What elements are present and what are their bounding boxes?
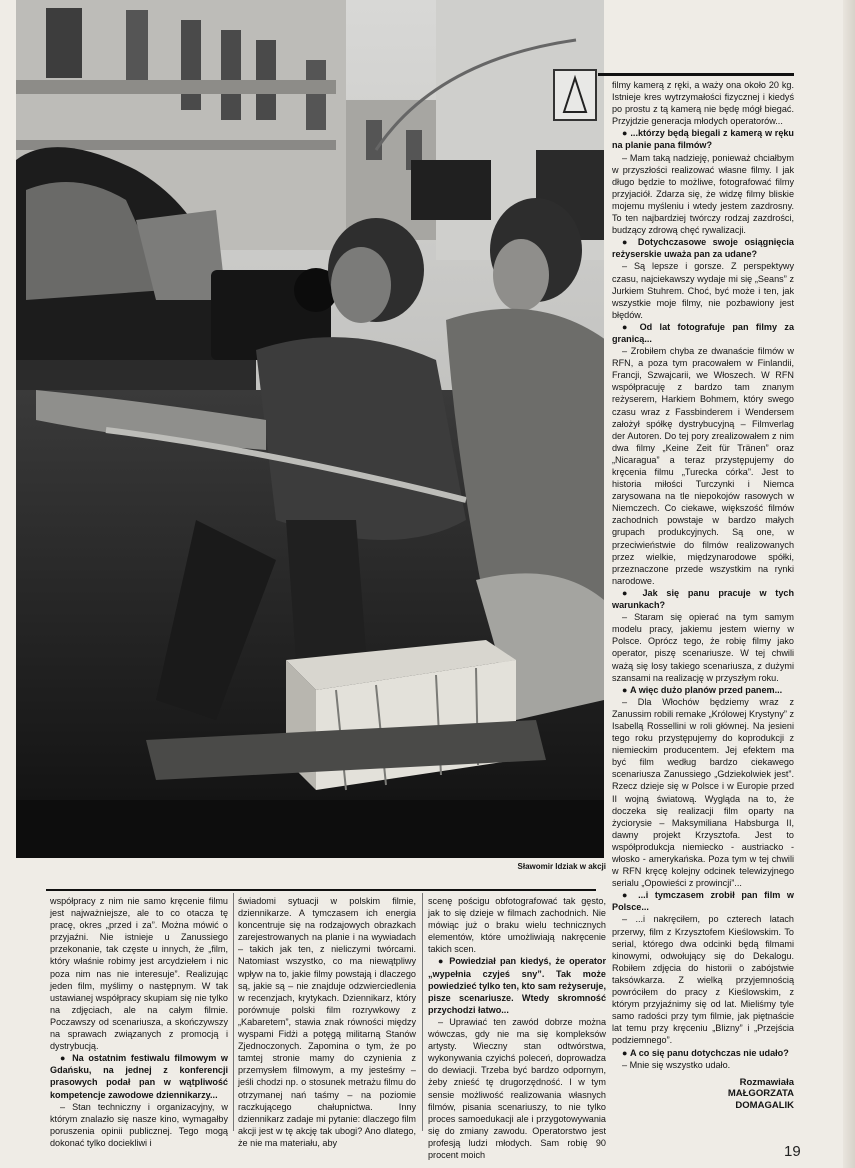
page-edge	[843, 0, 855, 1168]
paragraph: filmy kamerą z ręki, a waży ona około 20 kg. Istnieje kres wytrzymałości fizycznej i kiedyś po prostu z tą kamerą nie będę mógł biegać. Przyjdzie generacja młodych operatorów...	[612, 80, 794, 127]
interview-question: ● ...i tymczasem zrobił pan film w Polsce...	[612, 889, 794, 913]
photograph	[16, 0, 604, 858]
bottom-column-2	[238, 895, 416, 1149]
interview-question: ● Powiedział pan kiedyś, że operator „wypełnia czyjeś sny”. Tak może powiedzieć tylko ten, kto sam reżyseruje, pisze scenariusze. Wtedy skromność przychodzi łatwo...	[428, 955, 606, 1015]
signature-line: DOMAGALIK	[735, 1099, 794, 1111]
paragraph: – Są lepsze i gorsze. Z perspektywy czasu, najciekawszy wydaje mi się „Seans” z Jurkiem Stuhrem. Choć, być może i ten, jak wszystkie moje filmy, nie pozbawiony jest błędów.	[612, 261, 794, 320]
interview-question: ● ...którzy będą biegali z kamerą w ręku na planie pana filmów?	[612, 127, 794, 151]
interview-question: ● Od lat fotografuje pan filmy za granicą...	[612, 321, 794, 345]
interview-question: ● A co się panu dotychczas nie udało?	[612, 1047, 794, 1059]
paragraph: – Stan techniczny i organizacyjny, w którym znalazło się nasze kino, wymagałby poruszenia opinii publicznej. Tego mogą dokonać tylko dociekliwi i	[50, 1101, 228, 1148]
paragraph: scenę pościgu obfotografować tak gęsto, jak to się dzieje w filmach zachodnich. Nie mówiąc już o braku wielu technicznych elementów, które umożliwiają nakręcenie takich scen.	[428, 896, 606, 955]
column-divider	[422, 893, 423, 1131]
paragraph: – Dla Włochów będziemy wraz z Zanussim robili remake „Królowej Krystyny” z Isabellą Rossellini w roli głównej. Na jesieni tego roku przystępujemy do koprodukcji z niemieckim producentem. Jej efektem ma być film według bardzo ciekawego scenariusza Zanussiego „Gdziekolwiek jest”. Rzecz dzieje się w Polsce i w Europie przed II wojną światową. Wygląda na to, że doczeka się realizacji film oparty na życiorysie – Maksymiliana Habsburga II, dawny projekt Krzysztofa. Jest to współprodukcja niemiecko - austriacko - włosko - amerykańska. Poza tym w tej chwili w RFN kręcę kolejny odcinek telewizyjnego serialu „Opowieści z prowincji”...	[612, 696, 794, 889]
photo-illustration	[16, 0, 604, 858]
interview-question: ● Jak się panu pracuje w tych warunkach?	[612, 587, 794, 611]
bottom-column-3	[428, 895, 606, 1161]
paragraph: – Mnie się wszystko udało.	[622, 1059, 731, 1070]
paragraph: – Staram się opierać na tym samym modelu pracy, jakiemu jestem wierny w Polsce. Oprócz tego, że robię filmy jako operator, piszę scenariusze. W tej chwili ważą się losy takiego scenariusza, z dużymi szansami na realizację w przyszłym roku.	[612, 612, 794, 683]
column-divider	[233, 893, 234, 1131]
signature-line: MAŁGORZATA	[727, 1088, 794, 1100]
right-column	[612, 79, 794, 1111]
column-rule-top	[598, 73, 794, 76]
bottom-column-1	[50, 895, 228, 1149]
author-signature	[612, 1077, 794, 1112]
photo-caption: Sławomir Idziak w akcji	[517, 862, 606, 871]
interview-question: ● Dotychczasowe swoje osiągnięcia reżyserskie uważa pan za udane?	[612, 236, 794, 260]
paragraph: – ...i nakręciłem, po czterech latach przerwy, film z Krzysztofem Kieślowskim. To serial, którego dwa odcinki będą filmami kinowymi, odwołujący się do Dekalogu. Robiłem zdjęcia do historii o zabójstwie taksówkarza. Z wielką przyjemnością powróciłem do pracy z Kieślowskim, z którym przyjaźnimy się od lat. Mieliśmy tyle samo radości przy tym filmie, jak piętnaście lat temu przy kręceniu „Blizny” i „Przejścia podziemnego”.	[612, 914, 794, 1046]
signature-line: Rozmawiała	[739, 1076, 794, 1088]
interview-question: ● A więc dużo planów przed panem...	[612, 684, 794, 696]
paragraph: świadomi sytuacji w polskim filmie, dziennikarze. A tymczasem ich energia koncentruje się na rodzajowych obrazkach zarejestrowanych na planie i na wywiadach – takich jak ten, z nieliczymi twórcami. Natomiast wszystko, co ma niewątpliwy wpływ na to, jakie filmy powstają i dlaczego są, jakie są – nie znajduje odzwierciedlenia w recenzjach, krytykach. Dziennikarz, który porównuje polski film rozrywkowy z „Kabaretem”, stawia znak równości między wyspami Fidżi a potęgą militarną Stanów Zjednoczonych. Zapomina o tym, że po tamtej stronie mamy do czynienia z przemysłem filmowym, a my jesteśmy – jeśli chodzi np. o stosunek metrażu filmu do otrzymanej nań taśmy – na poziomie raczkującego chałupnictwa. Inny dziennikarz zadaje mi pytanie: dlaczego film akcji jest w tę akcję tak ubogi? Ano dlatego, że nie ma materiału, aby	[238, 896, 416, 1148]
paragraph: – Mam taką nadzieję, ponieważ chciałbym w przyszłości realizować własne filmy. I jak długo będzie to możliwe, fotografować filmy przyjaciół. Zdarza się, że widzę filmy bliskie mojemu myśleniu i wtedy jestem zazdrosny. To ten najbardziej twórczy rodzaj zazdrości, budzący zdrową chęć rywalizacji.	[612, 152, 794, 236]
paragraph: – Uprawiać ten zawód dobrze można wówczas, gdy nie ma się kompleksów artysty. Wieczny stan odtwórstwa, wykonywania czyichś poleceń, doprowadza do dewiacji. Trzeba być bardzo odpornym, żeby znieść tę drugorzędność. I w tym sensie możliwość realizowania własnych filmów, pisania scenariuszy, to nie tylko proces samoedukacji ale i przygotowywania się do zmiany zawodu. Operatorstwo jest profesją ludzi młodych. Sam robię 90 procent moich	[428, 1016, 606, 1160]
interview-question: ● Na ostatnim festiwalu filmowym w Gdańsku, na jednej z konferencji prasowych podał pan w wątpliwość kompetencje zawodowe dziennikarzy...	[50, 1052, 228, 1100]
paragraph: współpracy z nim nie samo kręcenie filmu jest najważniejsze, ale to co otacza tę pracę, okres „przed i za”. Można mówić o przyjaźni. Nie istnieje u Zanussiego przekonanie, tak częste u innych, że „film, który właśnie robimy jest arcydziełem i nic poza nim nas nie interesuje”. Realizując jeden film, myślimy o następnym. W tak ustawianej współpracy skupiam się nie tylko na zdjęciach, ale na całym filmie. Poczawszy od scenariusza, a skończywszy na sprawach związanych z promocją i dystrybucją.	[50, 896, 228, 1052]
paragraph: – Zrobiłem chyba ze dwanaście filmów w RFN, a poza tym pracowałem w Finlandii, Francji, Szwajcarii, we Włoszech. W RFN współpracuję z bardzo tam znanym reżyserem, Harkiem Bohmem, który swego czasu wraz z Fassbinderem i Wendersem założył spółkę dystrybucyjną – Filmverlag der Autoren. Do tej pory zrealizowałem z nim dwa filmy „Keine Zeit für Tränen” oraz „Nicaragua” a teraz przystępujemy do kręcenia filmu „Turecka córka”. Jest to historia miłości Turczynki i Niemca zarysowana na tle niepokojów rasowych w Niemczech. Co ciekawe, większość filmów zachodnich powstaje w bardzo małych grupach produkcyjnych. Są one, w przeciwieństwie do filmów realizowanych przez wielkie, międzynarodowe spółki, przeznaczone przede wszystkim na rynki narodowe.	[612, 346, 794, 586]
page-number: 19	[784, 1143, 801, 1160]
bottom-rule	[46, 889, 596, 891]
